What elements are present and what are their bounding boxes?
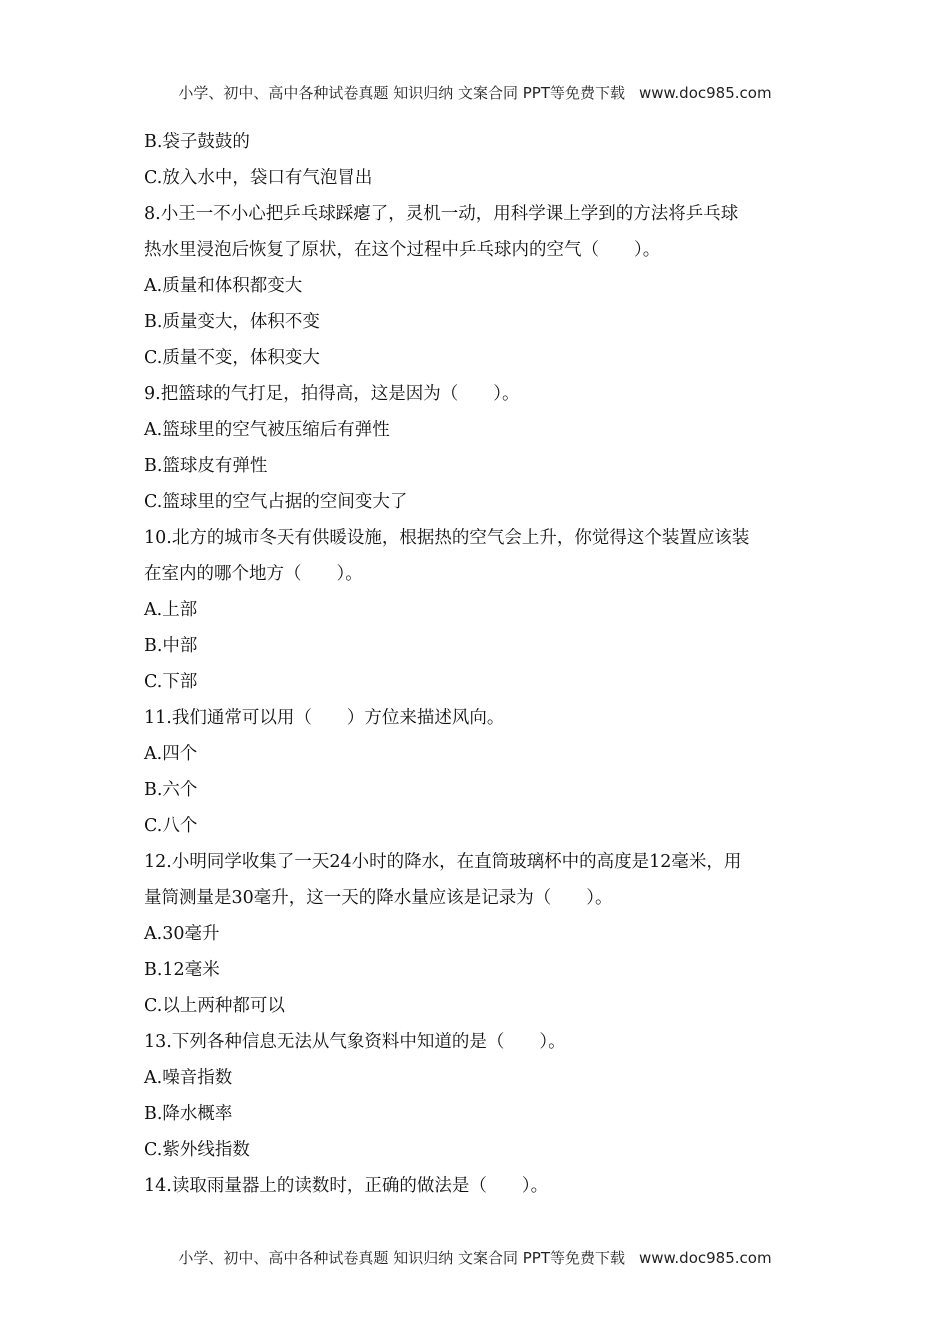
text-line: C.紫外线指数 xyxy=(144,1140,250,1160)
text-line: B.中部 xyxy=(144,636,198,656)
text-line: B.六个 xyxy=(144,780,198,800)
header-text: 小学、初中、高中各种试卷真题 知识归纳 文案合同 PPT等免费下载 xyxy=(178,84,625,102)
text-line: A.上部 xyxy=(144,600,198,620)
footer-site: www.doc985.com xyxy=(638,1249,772,1267)
text-line: A.四个 xyxy=(144,744,198,764)
text-line: 在室内的哪个地方（ ）。 xyxy=(144,564,363,584)
text-line: C.八个 xyxy=(144,816,198,836)
text-line: 热水里浸泡后恢复了原状，在这个过程中乒乓球内的空气（ ）。 xyxy=(144,240,661,260)
text-line: B.12毫米 xyxy=(144,960,220,980)
text-line: 量筒测量是30毫升，这一天的降水量应该是记录为（ ）。 xyxy=(144,888,613,908)
text-line: B.降水概率 xyxy=(144,1104,233,1124)
footer-text: 小学、初中、高中各种试卷真题 知识归纳 文案合同 PPT等免费下载 xyxy=(178,1249,625,1267)
text-line: C.下部 xyxy=(144,672,198,692)
text-line: C.质量不变，体积变大 xyxy=(144,348,320,368)
text-line: B.篮球皮有弹性 xyxy=(144,456,268,476)
text-line: A.噪音指数 xyxy=(144,1068,233,1088)
page-header xyxy=(0,82,950,103)
text-line: 9.把篮球的气打足，拍得高，这是因为（ ）。 xyxy=(144,384,520,404)
page-footer xyxy=(0,1247,950,1268)
text-line: A.30毫升 xyxy=(144,924,220,944)
text-line: 14.读取雨量器上的读数时，正确的做法是（ ）。 xyxy=(144,1176,549,1196)
text-line: 8.小王一不小心把乒乓球踩瘪了，灵机一动，用科学课上学到的方法将乒乓球 xyxy=(144,204,739,224)
text-line: C.以上两种都可以 xyxy=(144,996,285,1016)
text-line: C.篮球里的空气占据的空间变大了 xyxy=(144,492,408,512)
text-line: C.放入水中，袋口有气泡冒出 xyxy=(144,168,373,188)
text-line: 11.我们通常可以用（ ）方位来描述风向。 xyxy=(144,708,505,728)
text-line: A.质量和体积都变大 xyxy=(144,276,303,296)
text-line: 13.下列各种信息无法从气象资料中知道的是（ ）。 xyxy=(144,1032,566,1052)
text-line: B.袋子鼓鼓的 xyxy=(144,132,250,152)
text-line: A.篮球里的空气被压缩后有弹性 xyxy=(144,420,390,440)
header-site: www.doc985.com xyxy=(638,84,772,102)
question-content xyxy=(144,124,814,1204)
text-line: B.质量变大，体积不变 xyxy=(144,312,320,332)
text-line: 10.北方的城市冬天有供暖设施，根据热的空气会上升，你觉得这个装置应该装 xyxy=(144,528,750,548)
text-line: 12.小明同学收集了一天24小时的降水，在直筒玻璃杯中的高度是12毫米，用 xyxy=(144,852,742,872)
